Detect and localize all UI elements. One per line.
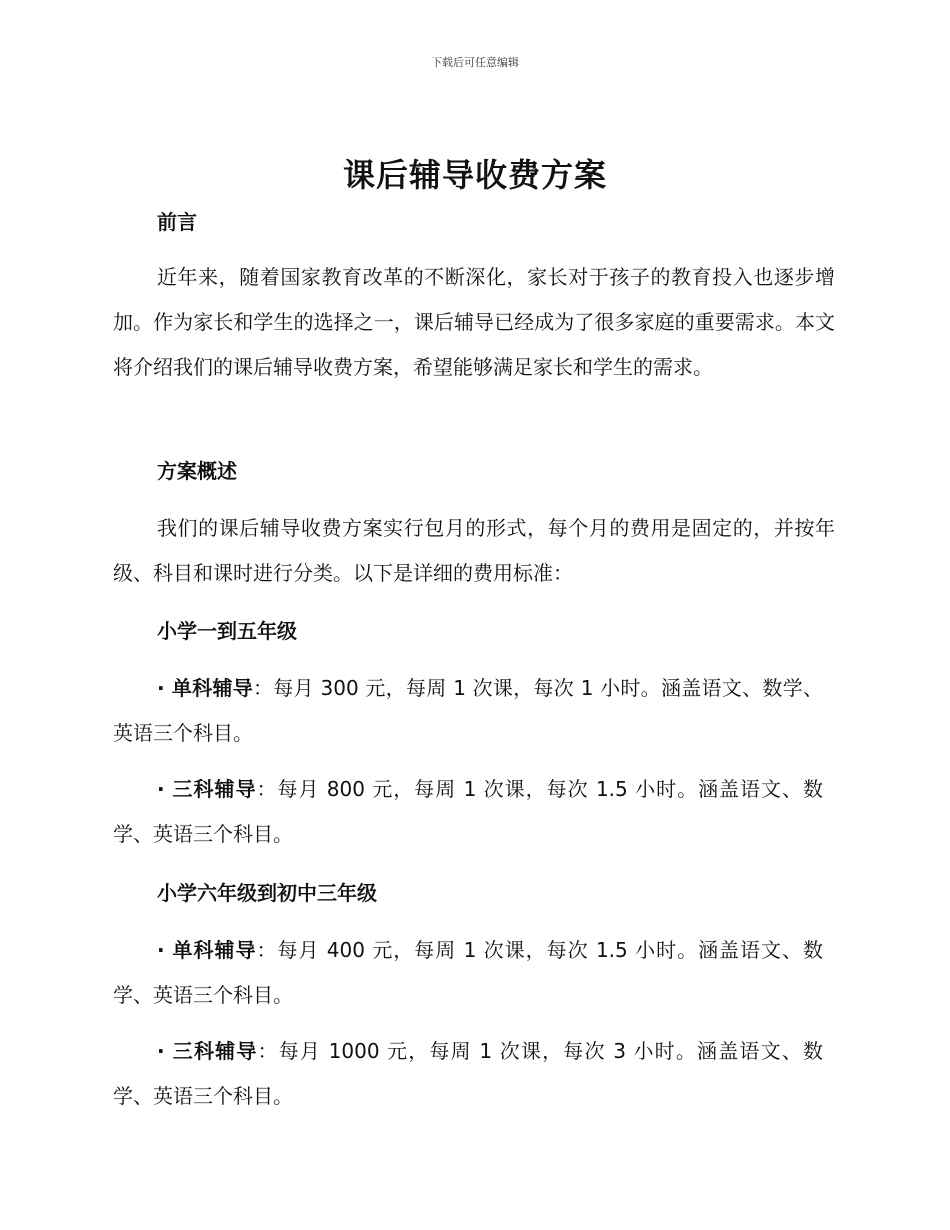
section-heading-grade-6-to-junior-3: 小学六年级到初中三年级 (157, 881, 377, 905)
preface-heading: 前言 (157, 210, 197, 234)
fee-item-primary-single (113, 666, 823, 756)
fee-item-primary-triple (113, 767, 823, 857)
fee-item-middle-single (113, 928, 823, 1018)
page-header-note: 下载后可任意编辑 (431, 56, 519, 69)
preface-paragraph: 近年来，随着国家教育改革的不断深化，家长对于孩子的教育投入也逐步增加。作为家长和学生的选择之一，课后辅导已经成为了很多家庭的重要需求。本文将介绍我们的课后辅导收费方案，希望能够满足家长和学生的需求。 (113, 265, 835, 379)
fee-item-title: · 单科辅导 (157, 676, 254, 700)
fee-item-text: ：每月 400 元，每周 1 次课，每次 1.5 小时。涵盖语文、数学、英语三个科目。 (113, 938, 823, 1007)
section-heading-primary-1-5: 小学一到五年级 (157, 619, 297, 643)
document-title: 课后辅导收费方案 (342, 156, 607, 194)
fee-item-title: · 单科辅导 (157, 938, 257, 962)
fee-item-text: ：每月 1000 元，每周 1 次课，每次 3 小时。涵盖语文、数学、英语三个科目。 (113, 1039, 824, 1108)
fee-item-title: · 三科辅导 (157, 777, 257, 801)
overview-paragraph: 我们的课后辅导收费方案实行包月的形式，每个月的费用是固定的，并按年级、科目和课时进行分类。以下是详细的费用标准： (113, 516, 835, 585)
fee-item-text: ：每月 800 元，每周 1 次课，每次 1.5 小时。涵盖语文、数学、英语三个科目。 (113, 777, 823, 846)
fee-item-middle-triple (113, 1029, 823, 1119)
fee-item-text: ：每月 300 元，每周 1 次课，每次 1 小时。涵盖语文、数学、英语三个科目。 (113, 676, 823, 745)
fee-item-title: · 三科辅导 (157, 1039, 258, 1063)
overview-heading: 方案概述 (157, 459, 237, 483)
